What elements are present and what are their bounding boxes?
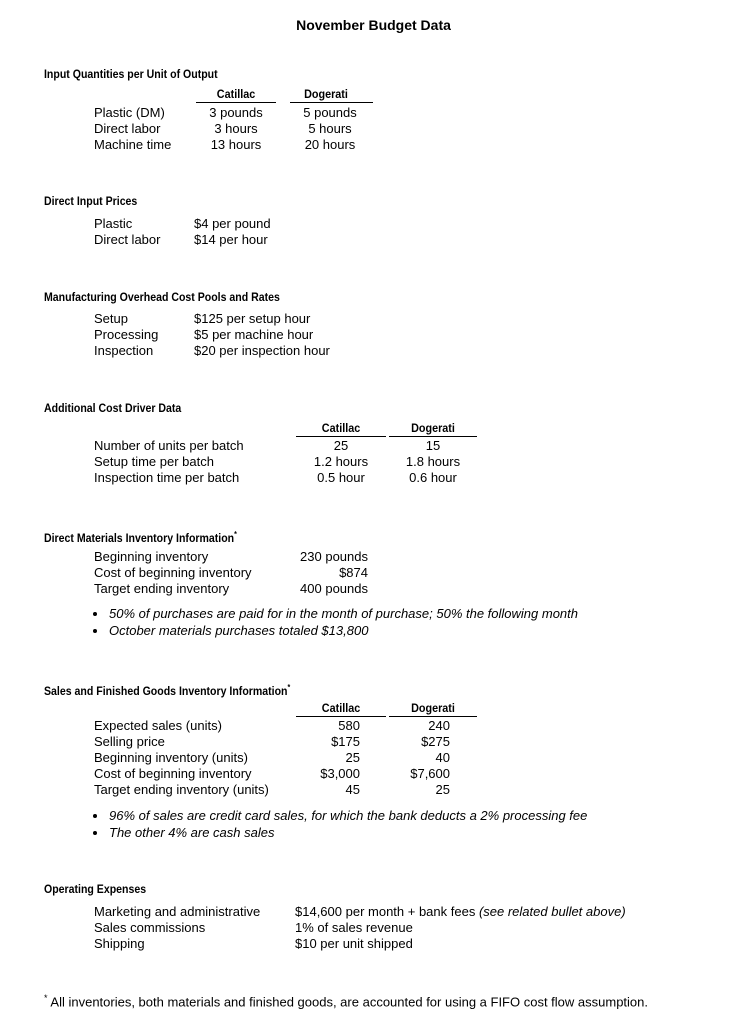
- sales-fg-col-catillac: Catillac: [321, 701, 361, 715]
- input-quantities-catillac-value: 3 hours: [214, 121, 258, 136]
- cost-driver-row-label: Inspection time per batch: [94, 470, 240, 485]
- sales-fg-catillac-value: 25: [345, 750, 360, 765]
- input-quantities-col-dogerati: Dogerati: [304, 87, 348, 101]
- cost-driver-dogerati-value: 0.6 hour: [409, 470, 457, 485]
- materials-inventory-label: Target ending inventory: [94, 581, 230, 596]
- materials-inventory-heading-text: Direct Materials Inventory Information: [44, 531, 235, 545]
- sales-fg-catillac-value: 580: [338, 718, 360, 733]
- sales-fg-catillac-underline: [296, 716, 386, 717]
- operating-expense-label: Shipping: [94, 936, 145, 951]
- sales-fg-dogerati-value: $275: [421, 734, 450, 749]
- operating-expense-amount: $10 per unit shipped: [295, 936, 413, 951]
- operating-expense-note: (see related bullet above): [478, 904, 626, 919]
- footnote-asterisk: *: [44, 993, 48, 1003]
- overhead-pool-label: Setup: [94, 311, 128, 326]
- footnote: [44, 990, 648, 1010]
- cost-driver-row-label: Number of units per batch: [94, 438, 244, 453]
- input-quantities-heading: Input Quantities per Unit of Output: [44, 67, 218, 81]
- sales-fg-bullet: The other 4% are cash sales: [109, 825, 275, 840]
- materials-inventory-label: Beginning inventory: [94, 549, 209, 564]
- operating-expense-amount: $14,600 per month + bank fees: [295, 904, 476, 919]
- sales-fg-catillac-value: $3,000: [320, 766, 360, 781]
- materials-inventory-bullet: October materials purchases totaled $13,800: [109, 623, 369, 638]
- sales-fg-row-label: Selling price: [94, 734, 165, 749]
- sales-fg-dogerati-value: 40: [435, 750, 450, 765]
- sales-fg-dogerati-value: 240: [428, 718, 450, 733]
- operating-expense-value: [295, 904, 626, 920]
- operating-expense-amount: 1% of sales revenue: [295, 920, 413, 935]
- sales-fg-row-label: Target ending inventory (units): [94, 782, 269, 797]
- overhead-heading: Manufacturing Overhead Cost Pools and Rates: [44, 290, 280, 304]
- sales-fg-dogerati-underline: [389, 716, 477, 717]
- overhead-rate-value: $20 per inspection hour: [194, 343, 330, 358]
- asterisk-marker: *: [234, 530, 237, 539]
- bullet-dot: [93, 612, 97, 616]
- overhead-rate-value: $5 per machine hour: [194, 327, 314, 342]
- cost-driver-dogerati-value: 1.8 hours: [405, 454, 461, 469]
- sales-fg-row-label: Beginning inventory (units): [94, 750, 248, 765]
- direct-input-prices-heading: Direct Input Prices: [44, 194, 138, 208]
- input-quantities-col-catillac: Catillac: [216, 87, 256, 101]
- operating-expense-label: Marketing and administrative: [94, 904, 261, 919]
- cost-driver-catillac-value: 1.2 hours: [313, 454, 369, 469]
- materials-inventory-heading: [44, 527, 237, 546]
- cost-driver-row-label: Setup time per batch: [94, 454, 214, 469]
- overhead-rate-value: $125 per setup hour: [194, 311, 311, 326]
- materials-inventory-bullet: 50% of purchases are paid for in the month of purchase; 50% the following month: [109, 606, 579, 621]
- input-quantities-dogerati-value: 5 pounds: [303, 105, 357, 120]
- direct-input-price-value: $14 per hour: [194, 232, 268, 247]
- sales-fg-bullet: 96% of sales are credit card sales, for which the bank deducts a 2% processing fee: [109, 808, 588, 823]
- input-quantities-dogerati-value: 5 hours: [308, 121, 352, 136]
- materials-inventory-value: 230 pounds: [300, 549, 368, 564]
- input-quantities-row-label: Direct labor: [94, 121, 161, 136]
- sales-fg-row-label: Expected sales (units): [94, 718, 222, 733]
- sales-fg-dogerati-value: $7,600: [410, 766, 450, 781]
- cost-driver-catillac-underline: [296, 436, 386, 437]
- direct-input-price-label: Direct labor: [94, 232, 161, 247]
- cost-driver-col-dogerati: Dogerati: [411, 421, 455, 435]
- direct-input-price-label: Plastic: [94, 216, 133, 231]
- cost-driver-col-catillac: Catillac: [321, 421, 361, 435]
- input-quantities-dogerati-value: 20 hours: [304, 137, 356, 152]
- input-quantities-row-label: Plastic (DM): [94, 105, 165, 120]
- sales-fg-col-dogerati: Dogerati: [411, 701, 455, 715]
- sales-fg-heading: [44, 680, 290, 699]
- materials-inventory-value: 400 pounds: [300, 581, 368, 596]
- cost-driver-dogerati-value: 15: [425, 438, 441, 453]
- sales-fg-row-label: Cost of beginning inventory: [94, 766, 252, 781]
- input-quantities-catillac-underline: [196, 102, 276, 103]
- bullet-dot: [93, 629, 97, 633]
- cost-driver-catillac-value: 0.5 hour: [317, 470, 365, 485]
- overhead-pool-label: Processing: [94, 327, 159, 342]
- sales-fg-catillac-value: $175: [331, 734, 360, 749]
- operating-expense-label: Sales commissions: [94, 920, 206, 935]
- overhead-pool-label: Inspection: [94, 343, 154, 358]
- asterisk-marker: *: [287, 683, 291, 692]
- bullet-dot: [93, 814, 97, 818]
- cost-driver-catillac-value: 25: [333, 438, 349, 453]
- sales-fg-heading-text: Sales and Finished Goods Inventory Information: [44, 684, 288, 698]
- bullet-dot: [93, 831, 97, 835]
- sales-fg-catillac-value: 45: [345, 782, 360, 797]
- input-quantities-catillac-value: 3 pounds: [209, 105, 263, 120]
- cost-driver-heading: Additional Cost Driver Data: [44, 401, 182, 415]
- input-quantities-dogerati-underline: [290, 102, 373, 103]
- direct-input-price-value: $4 per pound: [194, 216, 271, 231]
- cost-driver-dogerati-underline: [389, 436, 477, 437]
- sales-fg-dogerati-value: 25: [435, 782, 450, 797]
- page-title: November Budget Data: [296, 17, 451, 33]
- footnote-text: All inventories, both materials and finished goods, are accounted for using a FIFO cost flow assumption.: [47, 994, 648, 1010]
- input-quantities-catillac-value: 13 hours: [210, 137, 262, 152]
- input-quantities-row-label: Machine time: [94, 137, 172, 152]
- materials-inventory-value: $874: [339, 565, 368, 580]
- operating-expenses-heading: Operating Expenses: [44, 882, 147, 896]
- materials-inventory-label: Cost of beginning inventory: [94, 565, 252, 580]
